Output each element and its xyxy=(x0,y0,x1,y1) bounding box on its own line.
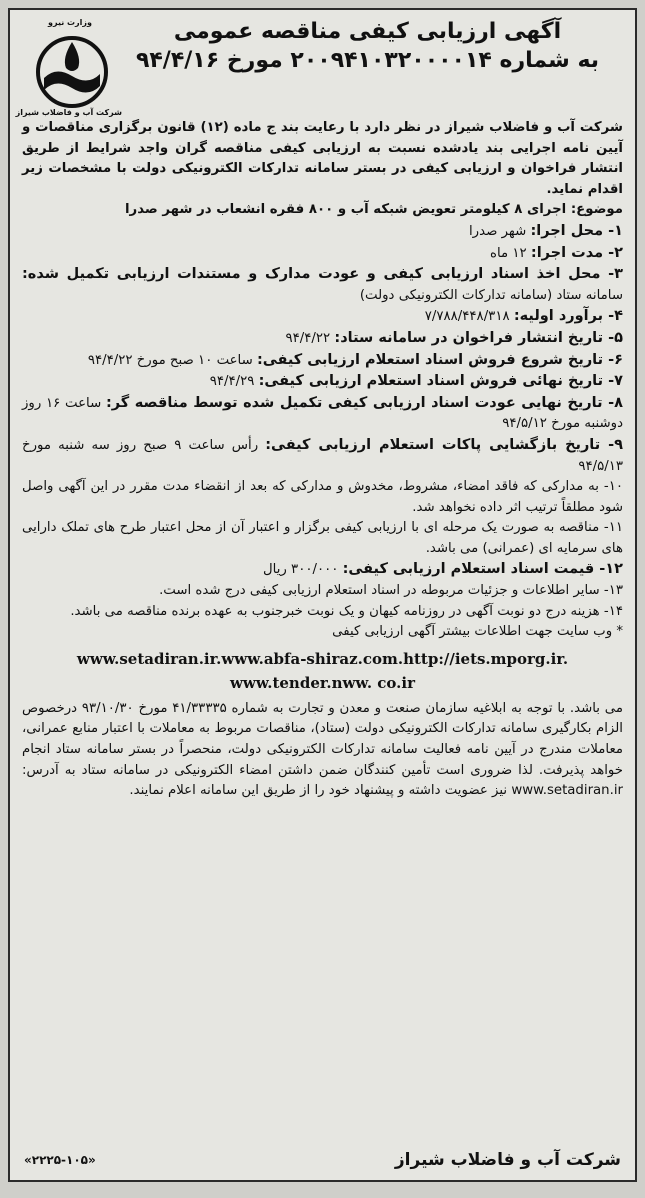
website-list xyxy=(22,647,623,695)
closing-paragraph: می باشد. با توجه به ابلاغیه سازمان صنعت و معدن و تجارت به شماره ۴۱/۳۳۳۳۵ مورخ ۹۳/۱۰/۳۰ درخصوص الزام بکارگیری سامانه تدارکات الکترونیکی دولت (ستاد)، مناقصات مربوط به معاملات با اعتبار منابع عمرانی، معاملات مندرج در آیین نامه فعالیت سامانه تدارکات الکترونیکی دولت، منحصراً در بستر سامانه ستاد انجام خواهد پذیرفت. لذا ضروری است تأمین کنندگان ضمن داشتن امضاء الکترونیکی در سامانه ستاد به آدرس: www.setadiran.ir نیز عضویت داشته و پیشنهاد خود را از طریق این سامانه اعلام نمایند. xyxy=(22,700,624,799)
notice-header xyxy=(15,18,623,118)
notice-body xyxy=(22,118,623,802)
notice-footer xyxy=(24,1148,621,1172)
item-9: ۹- تاریخ بازگشایی پاکات استعلام ارزیابی کیفی: رأس ساعت ۹ صبح روز سه شنبه مورخ ۹۴/۵/۱۳ xyxy=(22,436,623,474)
note-11: ۱۱- مناقصه به صورت یک مرحله ای با ارزیابی کیفی برگزار و اعتبار آن از محل اعتبار طرح های تملک دارایی های سرمایه ای (عمرانی) می باشد. xyxy=(22,520,623,556)
intro-paragraph: شرکت آب و فاضلاب شیراز در نظر دارد با رعایت بند ج ماده (۱۲) قانون برگزاری مناقصات و آیین نامه اجرایی بند یادشده نسبت به ارزیابی کیفی مناقصه گران واجد شرایط از طریق انتشار فراخوان و ارزیابی کیفی در بستر سامانه تدارکات الکترونیکی دولت با مشخصات زیر اقدام نماید. xyxy=(22,120,623,197)
item-5: ۵- تاریخ انتشار فراخوان در سامانه ستاد: ۹۴/۴/۲۲ xyxy=(285,329,623,346)
tender-notice-page xyxy=(8,8,637,1182)
logo-company-name: شرکت آب و فاضلاب شیراز xyxy=(15,108,122,117)
note-14: ۱۴- هزینه درج دو نوبت آگهی در روزنامه کیهان و یک نوبت خبرجنوب به عهده برنده مناقصه می باشد. xyxy=(70,603,623,619)
item-2: ۲- مدت اجرا: ۱۲ ماه xyxy=(489,244,623,261)
subject-line: موضوع: اجرای ۸ کیلومتر تعویض شبکه آب و ۸۰۰ فقره انشعاب در شهر صدرا xyxy=(125,202,623,218)
ministry-label: وزارت نیرو xyxy=(48,18,92,27)
item-4: ۴- برآورد اولیه: ۷/۷۸۸/۴۴۸/۳۱۸ xyxy=(424,308,623,325)
note-10: ۱۰- به مدارکی که فاقد امضاء، مشروط، مخدوش و مدارکی که بعد از انقضاء مدت مقرر در این آگهی واصل شود مطلقاً ترتیب اثر داده نخواهد شد. xyxy=(22,479,623,515)
item-6: ۶- تاریخ شروع فروش اسناد استعلام ارزیابی کیفی: ساعت ۱۰ صبح مورخ ۹۴/۴/۲۲ xyxy=(87,351,623,368)
item-1: ۱- محل اجرا: شهر صدرا xyxy=(468,222,623,239)
footer-company-name: شرکت آب و فاضلاب شیراز xyxy=(394,1150,621,1170)
item-7: ۷- تاریخ نهائی فروش اسناد استعلام ارزیابی کیفی: ۹۴/۴/۲۹ xyxy=(209,373,623,390)
note-13: ۱۳- سایر اطلاعات و جزئیات مربوطه در اسناد استعلام ارزیابی کیفی درج شده است. xyxy=(159,583,623,599)
item-3: ۳- محل اخذ اسناد ارزیابی کیفی و عودت مدارک و مستندات ارزیابی تکمیل شده: سامانه ستاد (سامانه تدارکات الکترونیکی دولت) xyxy=(22,266,623,303)
item-8: ۸- تاریخ نهایی عودت اسناد ارزیابی کیفی تکمیل شده توسط مناقصه گر: ساعت ۱۶ روز دوشنبه مورخ ۹۴/۵/۱۲ xyxy=(22,394,623,432)
website-line-2: www.tender.nww. co.ir xyxy=(230,673,415,692)
water-company-logo-icon xyxy=(26,28,118,114)
website-line-1: www.setadiran.ir.www.abfa-shiraz.com.http://iets.mporg.ir. xyxy=(76,649,569,668)
website-intro: * وب سایت جهت اطلاعات بیشتر آگهی ارزیابی کیفی xyxy=(332,624,623,640)
notice-number: به شماره ۲۰۰۹۴۱۰۳۲۰۰۰۰۱۴ مورخ ۹۴/۴/۱۶ xyxy=(135,48,600,73)
item-12: ۱۲- قیمت اسناد استعلام ارزیابی کیفی: ۳۰۰/۰۰۰ ریال xyxy=(262,561,623,578)
notice-title: آگهی ارزیابی کیفی مناقصه عمومی xyxy=(173,19,562,44)
footer-code: «۲۲۲۵-۱۰۵» xyxy=(24,1153,96,1167)
